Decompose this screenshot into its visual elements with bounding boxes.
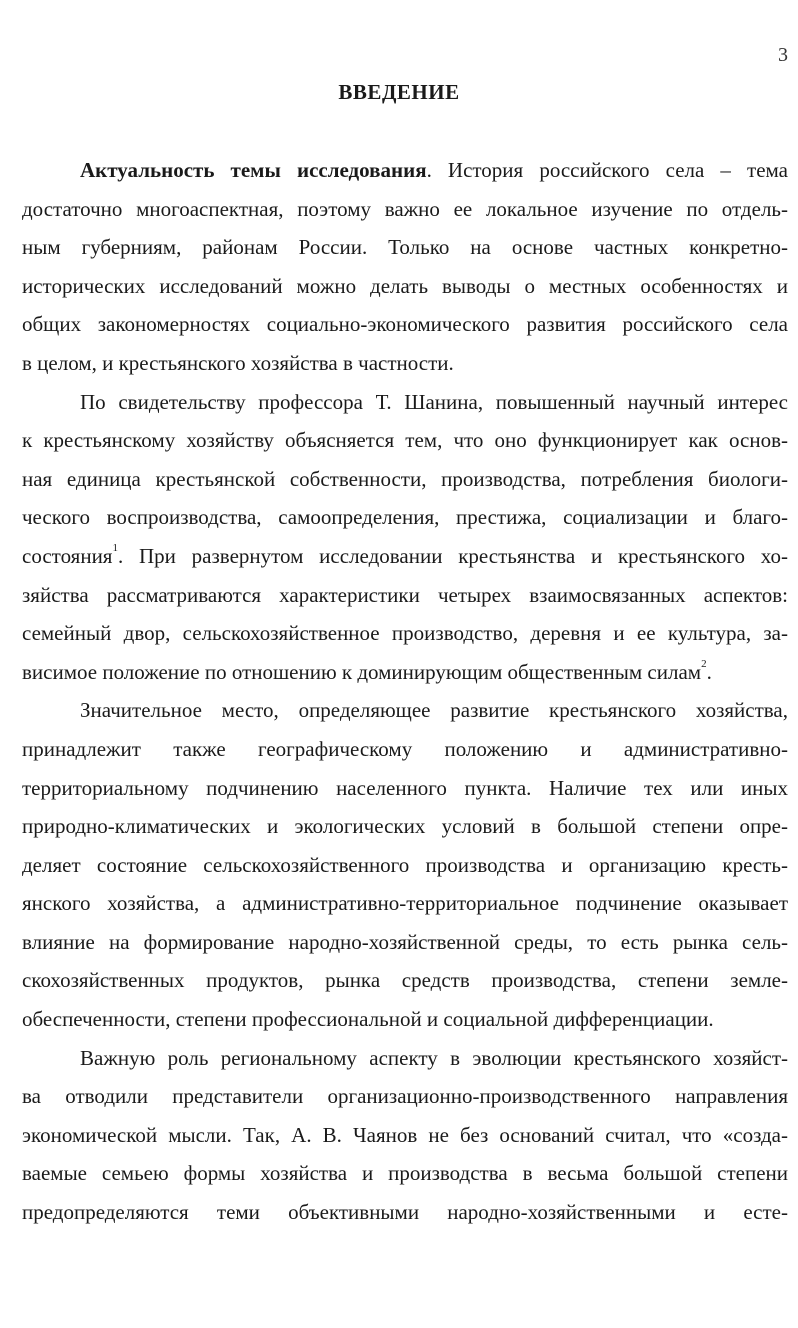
paragraph-line: ва отводили представители организационно-производственного направления [22,1084,788,1109]
paragraph-line: общих закономерностях социально-экономического развития российского села [22,312,788,337]
paragraph-line: принадлежит также географическому положению и административно- [22,736,788,761]
paragraph-line: янского хозяйства, а административно-территориальное подчинение оказывает [22,891,788,916]
paragraph-line: Актуальность темы исследования. История российского села – тема [80,158,788,182]
footnote-ref-2[interactable]: 2 [701,657,707,670]
paragraph-line: влияние на формирование народно-хозяйственной среды, то есть рынка сель- [22,929,788,954]
body-text [22,151,788,1232]
paragraph-3 [22,691,788,1038]
page-number: 3 [778,44,788,66]
paragraph-4 [22,1039,788,1232]
paragraph-line: экономической мысли. Так, А. В. Чаянов не без оснований считал, что «созда- [22,1122,788,1147]
paragraph-line: семейный двор, сельскохозяйственное производство, деревня и ее культура, за- [22,621,788,646]
paragraph-line: ным губерниям, районам России. Только на основе частных конкретно- [22,235,788,260]
paragraph-1 [22,151,788,383]
paragraph-line: территориальному подчинению населенного пункта. Наличие тех или иных [22,775,788,800]
footnote-ref-1[interactable]: 1 [112,541,118,554]
paragraph-2 [22,383,788,692]
paragraph-line: состояния$^1$. При развернутом исследовании крестьянства и крестьянского хо- [22,541,788,568]
paragraph-line: исторических исследований можно делать выводы о местных особенностях и [22,273,788,298]
paragraph-line: Значительное место, определяющее развитие крестьянского хозяйства, [80,698,788,723]
paragraph-line: висимое положение по отношению к доминирующим общественным силам$^2$. [22,657,712,684]
section-heading: ВВЕДЕНИЕ [338,80,460,104]
paragraph-line: зяйства рассматриваются характеристики четырех взаимосвязанных аспектов: [22,582,788,607]
paragraph-line: деляет состояние сельскохозяйственного производства и организацию кресть- [22,852,788,877]
paragraph-line: в целом, и крестьянского хозяйства в частности. [22,350,454,375]
bold-lead: Актуальность темы исследования [80,158,427,182]
paragraph-line: ная единица крестьянской собственности, производства, потребления биологи- [22,466,788,491]
paragraph-line: достаточно многоаспектная, поэтому важно ее локальное изучение по отдель- [22,196,788,221]
paragraph-line: обеспеченности, степени профессиональной и социальной дифференциации. [22,1007,714,1032]
paragraph-line: природно-климатических и экологических условий в большой степени опре- [22,814,788,839]
paragraph-line: скохозяйственных продуктов, рынка средств производства, степени земле- [22,968,788,993]
paragraph-line: к крестьянскому хозяйству объясняется тем, что оно функционирует как основ- [22,428,788,453]
paragraph-line: Важную роль региональному аспекту в эволюции крестьянского хозяйст- [80,1045,788,1070]
paragraph-line: ваемые семьею формы хозяйства и производства в весьма большой степени [22,1161,788,1186]
paragraph-line: предопределяются теми объективными народно-хозяйственными и есте- [22,1200,788,1225]
paragraph-line: По свидетельству профессора Т. Шанина, повышенный научный интерес [80,389,788,414]
paragraph-line: ческого воспроизводства, самоопределения, престижа, социализации и благо- [22,505,788,530]
